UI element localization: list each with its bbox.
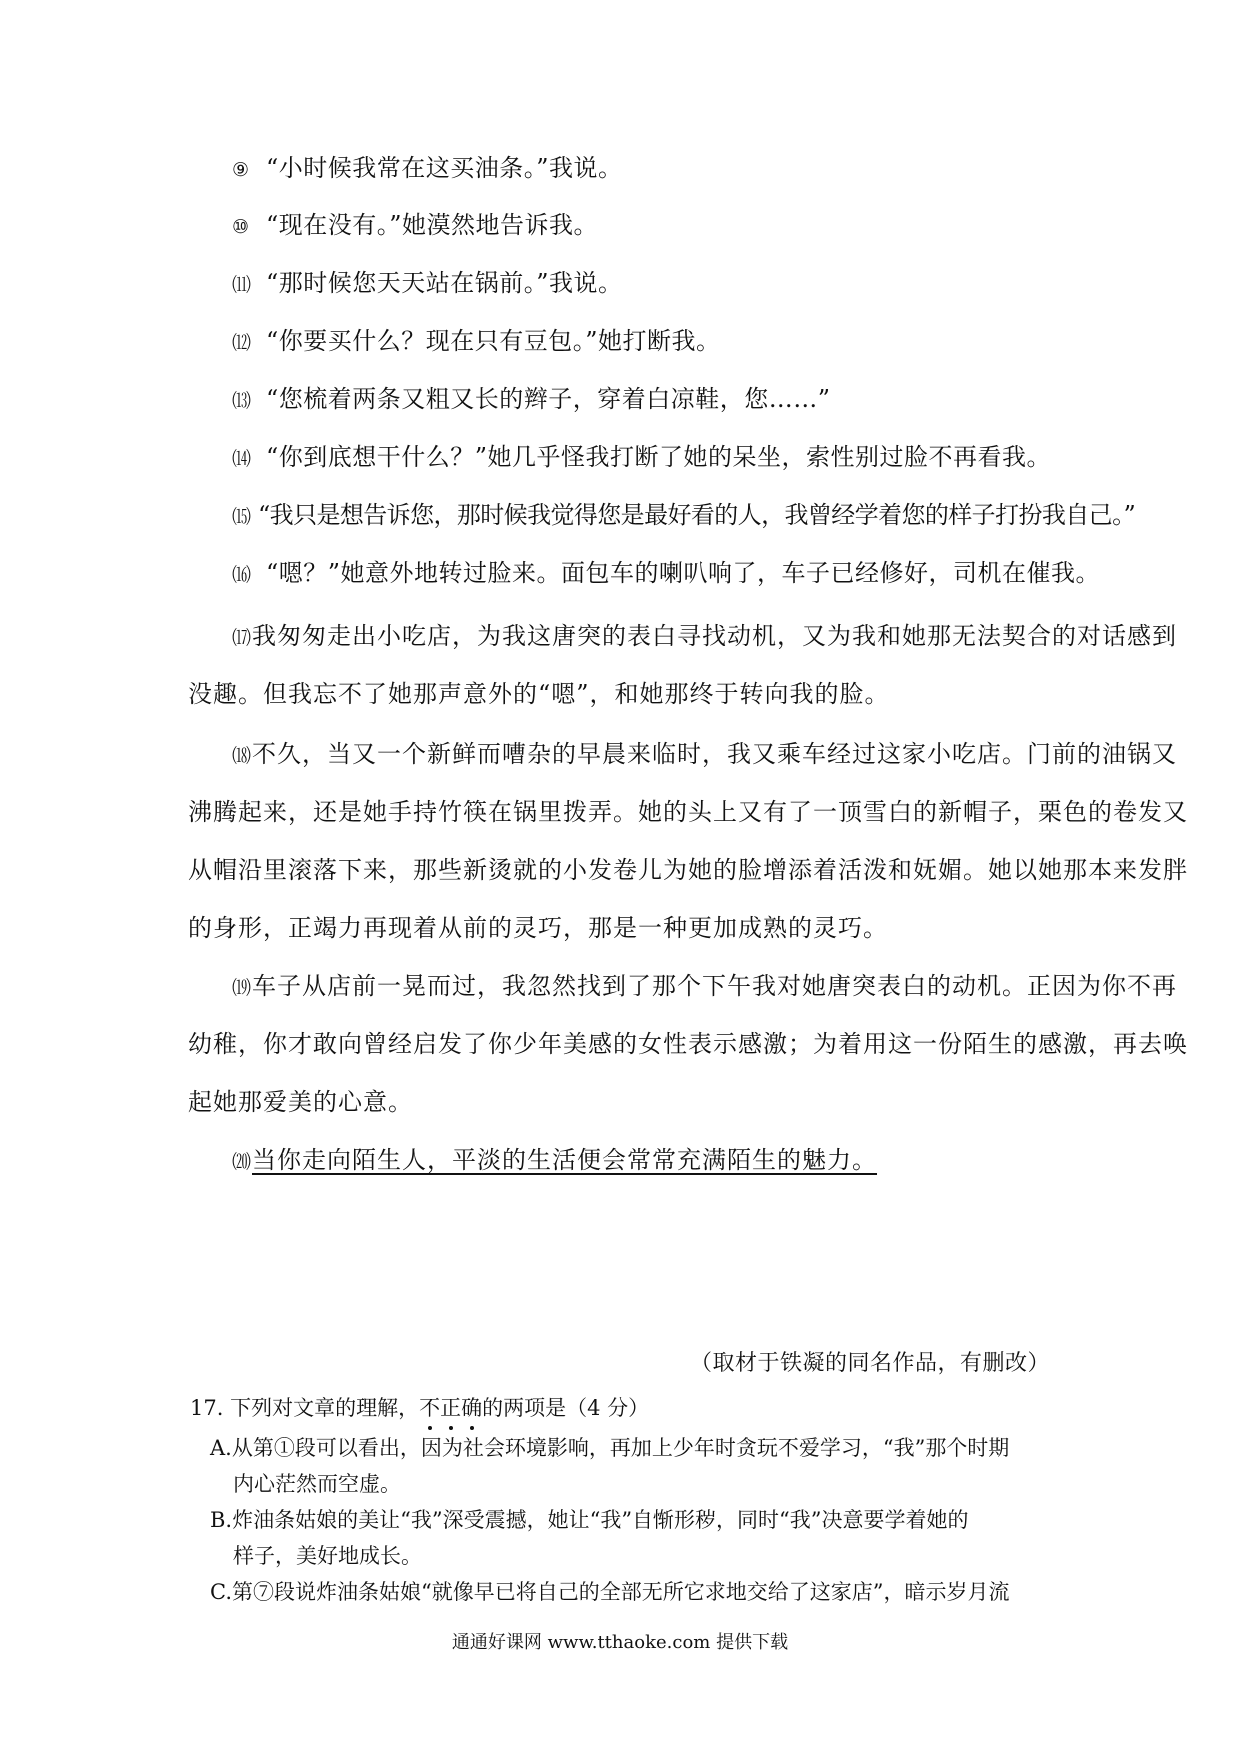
option-a-continued: 内心茫然而空虚。: [233, 1472, 401, 1496]
paragraph-text: “你要买什么？现在只有豆包。”她打断我。: [266, 327, 721, 355]
paragraph-line: 幼稚，你才敢向曾经启发了你少年美感的女性表示感激；为着用这一份陌生的感激，再去唤: [188, 1030, 1188, 1058]
paragraph-line: [232, 1140, 877, 1175]
paragraph-text: “嗯？”她意外地转过脸来。面包车的喇叭响了，车子已经修好，司机在催我。: [266, 559, 1101, 587]
paragraph-line: 没趣。但我忘不了她那声意外的“嗯”，和她那终于转向我的脸。: [188, 680, 890, 708]
paragraph-text: “你到底想干什么？”她几乎怪我打断了她的呆坐，索性别过脸不再看我。: [266, 443, 1052, 471]
option-c: [210, 1576, 1009, 1606]
paragraph-text: “小时候我常在这买油条。”我说。: [266, 154, 623, 182]
paragraph-14: [232, 442, 1051, 474]
paragraph-13: [232, 384, 831, 416]
question-stem: 17. 下列对文章的理解，不正确的两项是（4 分）: [190, 1392, 649, 1422]
paragraph-line: 沸腾起来，还是她手持竹筷在锅里拨弄。她的头上又有了一顶雪白的新帽子，栗色的卷发又: [188, 798, 1188, 826]
option-b-continued: 样子，美好地成长。: [233, 1544, 422, 1568]
paragraph-9: [232, 153, 623, 185]
source-attribution: （取材于铁凝的同名作品，有删改）: [689, 1351, 1050, 1376]
paragraph-text: “我只是想告诉您，那时候我觉得您是最好看的人，我曾经学着您的样子打扮我自己。”: [258, 501, 1136, 529]
paragraph-line: ⒅不久，当又一个新鲜而嘈杂的早晨来临时，我又乘车经过这家小吃店。门前的油锅又: [232, 740, 1178, 768]
paragraph-line: 从帽沿里滚落下来，那些新烫就的小发卷儿为她的脸增添着活泼和妩媚。她以她那本来发胖: [188, 856, 1188, 884]
paragraph-15: [232, 500, 1135, 532]
paragraph-line: ⒄我匆匆走出小吃店，为我这唐突的表白寻找动机，又为我和她那无法契合的对话感到: [232, 622, 1178, 650]
paragraph-number: ⑩: [232, 216, 250, 238]
paragraph-number: ⒁: [232, 448, 252, 470]
paragraph-line: ⒆车子从店前一晃而过，我忽然找到了那个下午我对她唐突表白的动机。正因为你不再: [232, 972, 1178, 1000]
option-label: C.: [210, 1580, 232, 1604]
paragraph-line: 起她那爱美的心意。: [188, 1088, 413, 1116]
option-text: 从第①段可以看出，因为社会环境影响，再加上少年时贪玩不爱学习，“我”那个时期: [231, 1436, 1010, 1460]
emphasis-char: 正: [440, 1392, 461, 1422]
paragraph-number: ⒆: [232, 977, 253, 999]
paragraph-number: ⒃: [232, 564, 252, 586]
paragraph-text: “那时候您天天站在锅前。”我说。: [266, 269, 623, 297]
paragraph-number: ⒅: [232, 745, 253, 767]
option-b: [210, 1504, 969, 1534]
paragraph-number: ⑿: [232, 332, 252, 354]
paragraph-number: ⒄: [232, 627, 253, 649]
paragraph-number: ⑾: [232, 274, 252, 296]
paragraph-number: ⒀: [232, 390, 252, 412]
emphasis-char: 不: [419, 1392, 440, 1422]
underlined-sentence: 当你走向陌生人，平淡的生活便会常常充满陌生的魅力。: [252, 1146, 878, 1174]
option-label: A.: [210, 1436, 232, 1460]
page-footer: 通通好课网 www.tthaoke.com 提供下载: [451, 1632, 789, 1653]
paragraph-10: [232, 210, 598, 242]
option-text: 第⑦段说炸油条姑娘“就像早已将自己的全部无所它求地交给了这家店”，暗示岁月流: [232, 1580, 1010, 1604]
paragraph-text: “现在没有。”她漠然地告诉我。: [266, 211, 599, 239]
option-a: [210, 1432, 1009, 1462]
paragraph-11: [232, 268, 623, 300]
paragraph-text: “您梳着两条又粗又长的辫子，穿着白凉鞋，您……”: [266, 385, 831, 413]
emphasis-char: 确: [461, 1392, 482, 1422]
paragraph-line: 的身形，正竭力再现着从前的灵巧，那是一种更加成熟的灵巧。: [188, 914, 888, 942]
paragraph-number: ⒂: [232, 506, 251, 528]
paragraph-12: [232, 326, 721, 358]
option-label: B.: [210, 1508, 233, 1532]
paragraph-number: ⑨: [232, 159, 250, 181]
option-text: 炸油条姑娘的美让“我”深受震撼，她让“我”自惭形秽，同时“我”决意要学着她的: [232, 1508, 969, 1532]
paragraph-number: ⒇: [232, 1151, 253, 1173]
paragraph-16: [232, 558, 1100, 590]
